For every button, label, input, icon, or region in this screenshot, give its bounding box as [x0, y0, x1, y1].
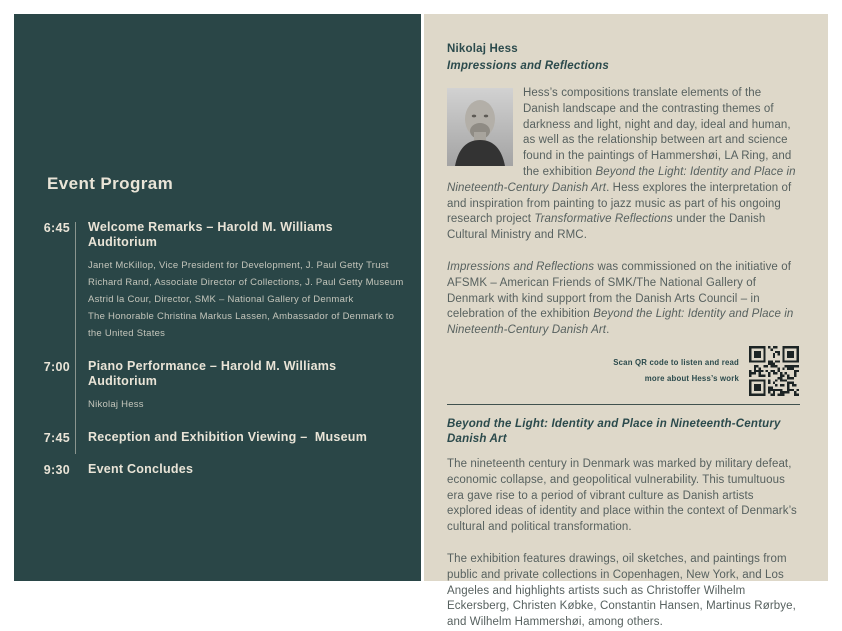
event-time: 7:45: [43, 431, 70, 445]
event-content: [88, 359, 404, 413]
speaker: Richard Rand, Associate Director of Collections, J. Paul Getty Museum: [88, 277, 404, 288]
event-content: [88, 462, 193, 477]
event-title: Event Concludes: [88, 462, 194, 476]
qr-caption: [613, 355, 739, 387]
artist-bio-paragraph: [447, 86, 800, 244]
schedule: [14, 220, 413, 494]
event-content: [88, 220, 404, 342]
schedule-row-piano-performance: [14, 359, 413, 413]
schedule-row-welcome-remarks: [14, 220, 413, 342]
event-title: Reception and Exhibition Viewing – Museum: [88, 430, 368, 444]
program-title: Event Program: [47, 174, 174, 193]
event-time: 7:00: [43, 360, 70, 374]
event-title: Piano Performance – Harold M. Williams Auditorium: [88, 359, 340, 388]
section-divider: [447, 404, 800, 405]
commission-exhibition-title: Beyond the Light: Identity and Place in Nineteenth-Century Danish Art: [447, 308, 794, 337]
commission-text: was commissioned on the initiative of AFSMK – American Friends of SMK/The National Gallery of Denmark with kind support from the Danish Arts Council – in celebration of the exhibition: [447, 260, 792, 321]
schedule-divider-line: [75, 222, 76, 454]
artist-portrait-photo: [447, 88, 513, 166]
artist-name: Nikolaj Hess: [447, 43, 518, 55]
bio-exhibition-title: Beyond the Light: Identity and Place in Nineteenth-Century Danish Art: [447, 165, 796, 194]
schedule-row-event-concludes: [14, 462, 413, 477]
exhibition-paragraph-1: The nineteenth century in Denmark was marked by military defeat, economic collapse, and geopolitical vulnerability. This tumultuous era gave rise to a period of vibrant culture as Danish artists explored ideas of identity and place within the context of Denmark’s cultural and political transformation.: [447, 457, 797, 534]
qr-section: [447, 346, 800, 396]
bio-text: . Hess explores the interpretation of and inspiration from painting to jazz music as part of his ongoing research project: [447, 181, 792, 226]
event-content: [88, 430, 367, 445]
bio-text: Hess’s compositions translate elements of the Danish landscape and the contrasting themes of darkness and light, night and day, ideal and human, as well as the relationship between art and science found in the paintings of Hammershøi, LA Ring, and the exhibition: [523, 87, 792, 178]
qr-caption-line2: more about Hess’s work: [644, 373, 739, 383]
speaker-list: [88, 257, 404, 342]
piece-title: Impressions and Reflections: [447, 60, 609, 72]
speaker: Astrid la Cour, Director, SMK – National Gallery of Denmark: [88, 294, 354, 305]
exhibition-heading: Beyond the Light: Identity and Place in Nineteenth-Century Danish Art: [447, 417, 781, 445]
speaker: Nikolaj Hess: [88, 399, 144, 410]
commission-text: .: [606, 324, 610, 337]
speaker: The Honorable Christina Markus Lassen, Ambassador of Denmark to the United States: [88, 311, 395, 339]
program-panel: [14, 14, 421, 581]
speaker-list: [88, 396, 404, 413]
event-title: Welcome Remarks – Harold M. Williams Auditorium: [88, 220, 337, 249]
info-panel: [424, 14, 828, 629]
exhibition-paragraph-2: The exhibition features drawings, oil sketches, and paintings from public and private collections in Copenhagen, New York, and Los Angeles and highlights artists such as Christoffer Wilhelm Eckersberg, Christen Købke, Constantin Hansen, Martinus Rørbye, and Wilhelm Hammershøi, among others.: [447, 552, 796, 629]
bio-project-title: Transformative Reflections: [534, 213, 673, 226]
commission-piece-title: Impressions and Reflections: [447, 260, 595, 273]
event-time: 6:45: [43, 221, 70, 235]
event-time: 9:30: [43, 463, 70, 477]
qr-code: [748, 346, 800, 396]
commission-paragraph: [447, 260, 800, 339]
bio-text: under the Danish Cultural Ministry and RMC.: [447, 213, 766, 242]
speaker: Janet McKillop, Vice President for Development, J. Paul Getty Trust: [88, 260, 389, 271]
qr-caption-line1: Scan QR code to listen and read: [613, 357, 739, 367]
schedule-row-reception: [14, 430, 413, 445]
